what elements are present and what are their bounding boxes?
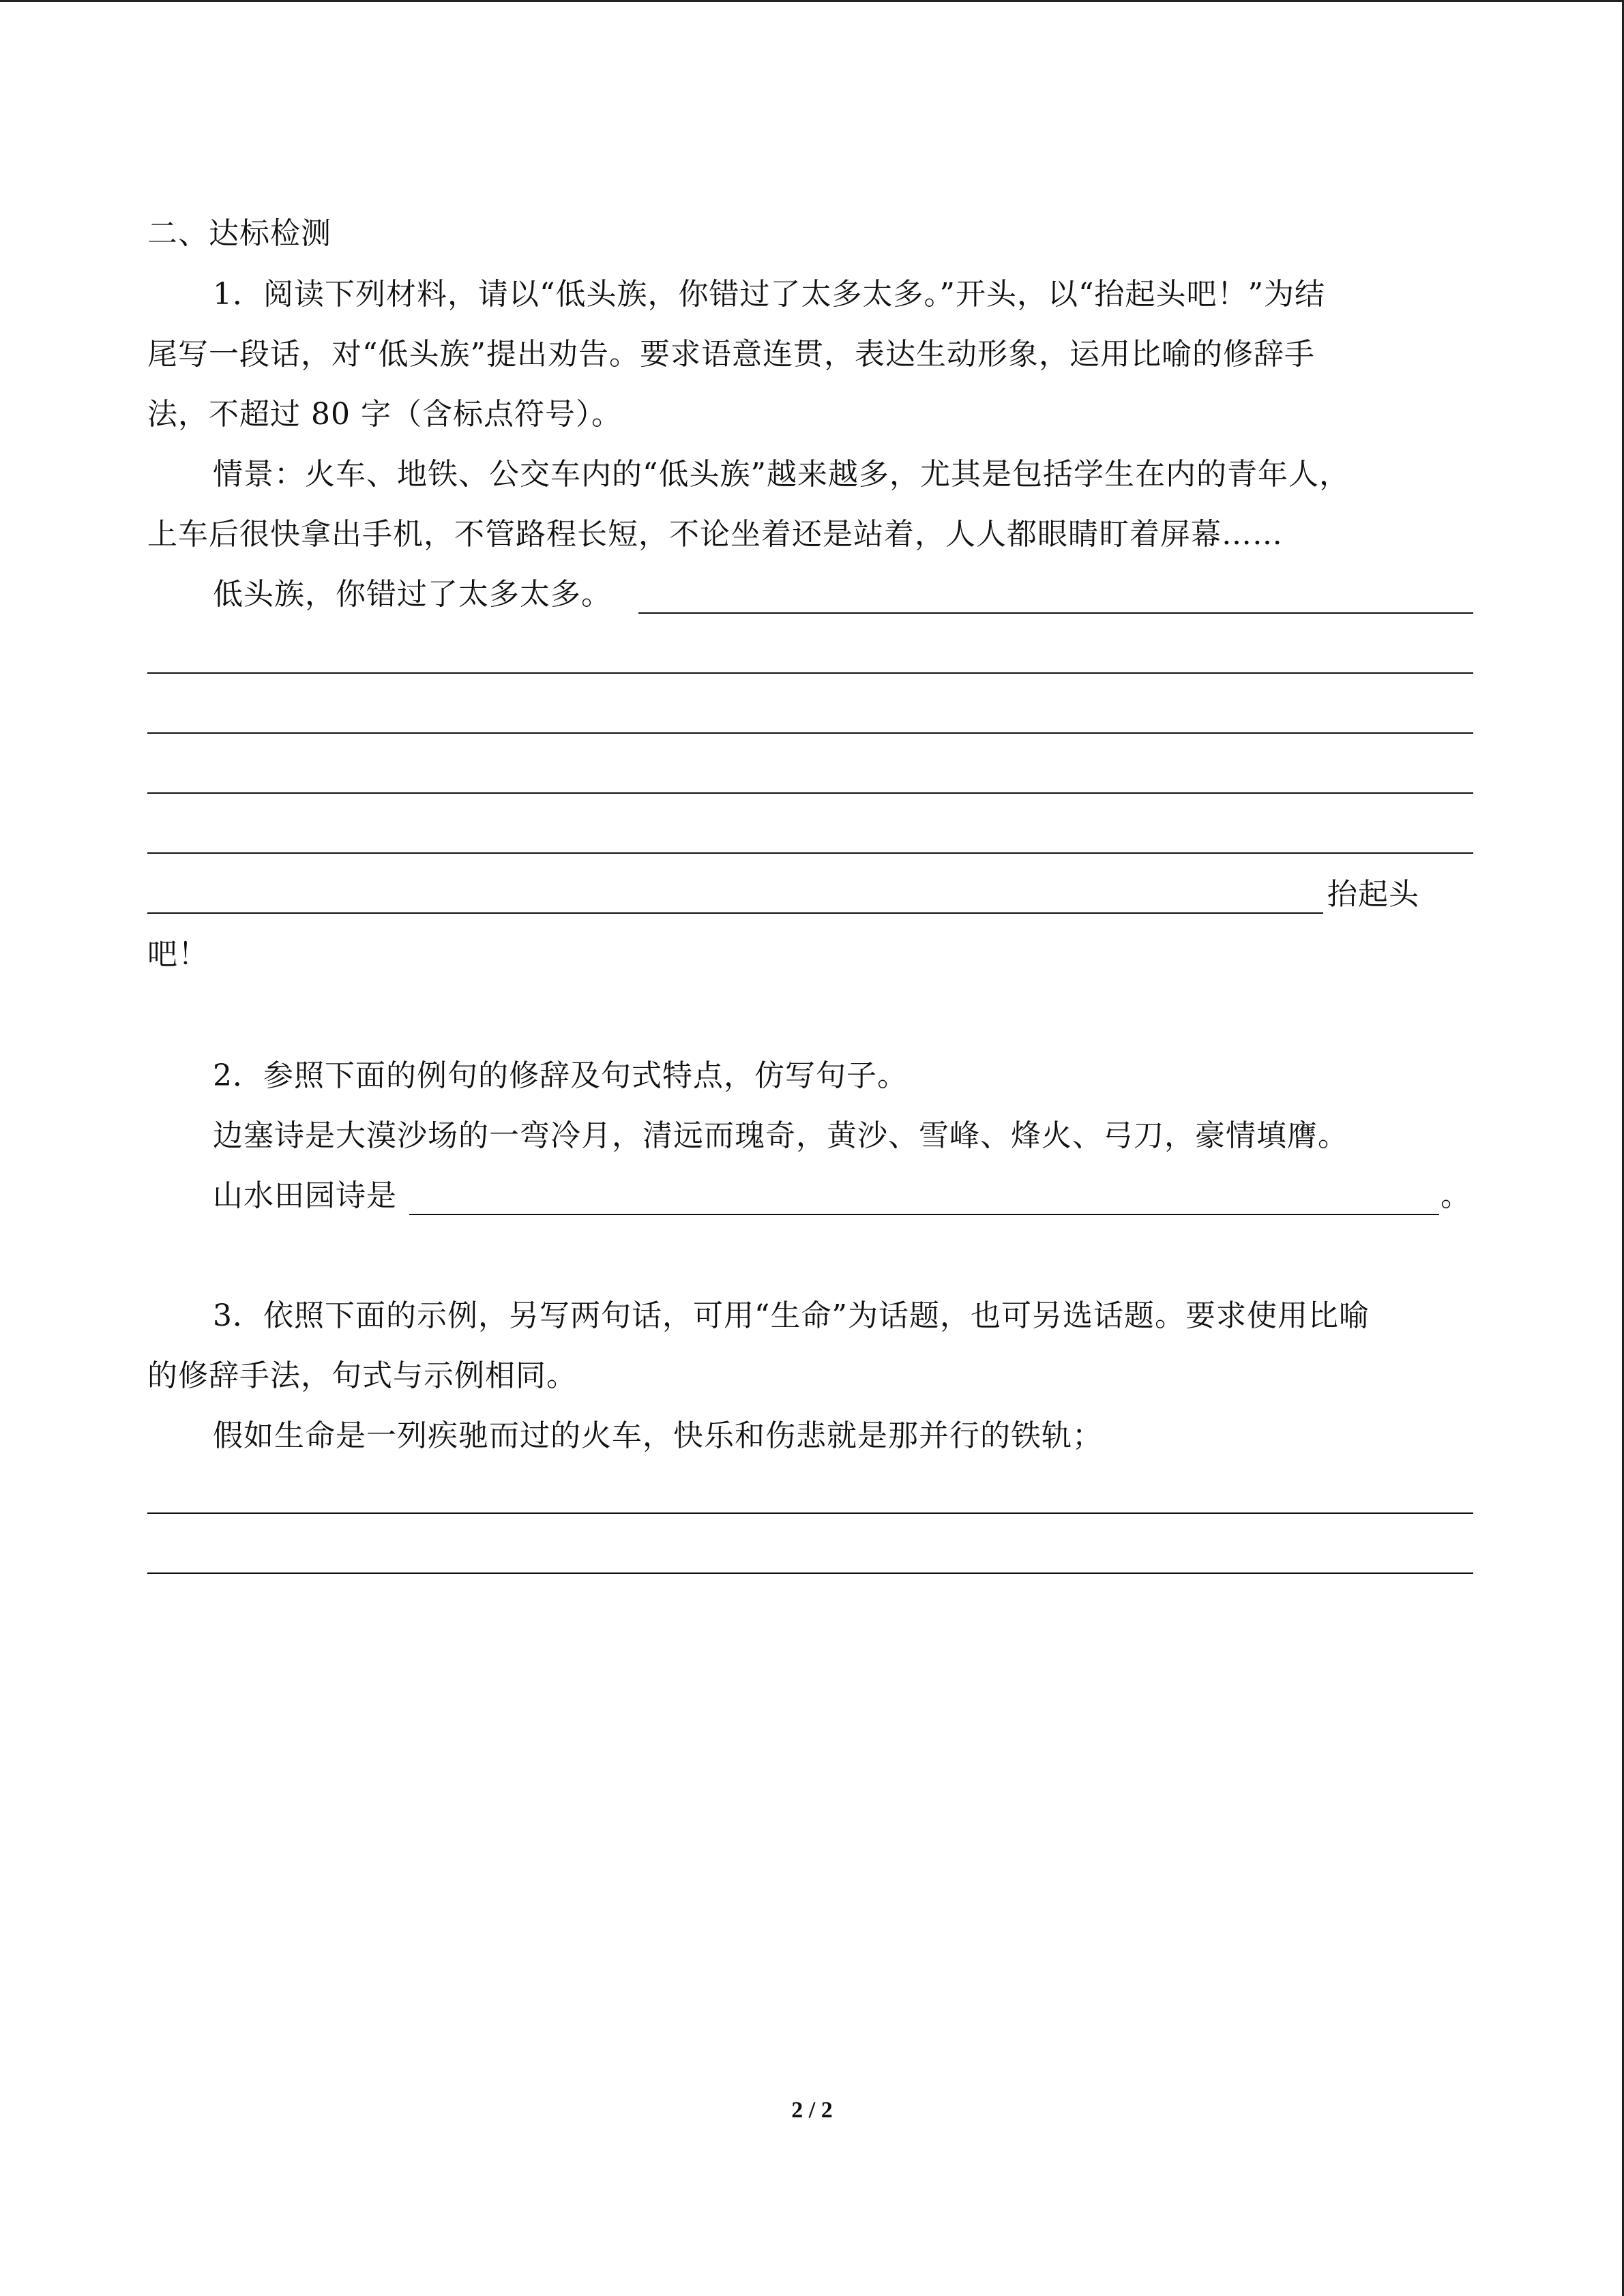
q3-prompt-line-2: 的修辞手法，句式与示例相同。 (147, 1358, 577, 1393)
q3-answer-line-2[interactable] (147, 1572, 1473, 1574)
q1-answer-end-part-2: 吧！ (147, 937, 209, 972)
q2-example: 边塞诗是大漠沙场的一弯冷月，清远而瑰奇，黄沙、雪峰、烽火、弓刀，豪情填膺。 (213, 1118, 1348, 1153)
q3-answer-line-1[interactable] (147, 1512, 1473, 1514)
q1-answer-start: 低头族，你错过了太多太多。 (213, 577, 612, 612)
q1-scene-line-1: 情景：火车、地铁、公交车内的“低头族”越来越多，尤其是包括学生在内的青年人， (213, 457, 1350, 492)
page-number: 2 / 2 (791, 2098, 833, 2123)
q3-example: 假如生命是一列疾驰而过的火车，快乐和伤悲就是那并行的铁轨； (213, 1418, 1103, 1453)
q1-prompt-line-2: 尾写一段话，对“低头族”提出劝告。要求语意连贯，表达生动形象，运用比喻的修辞手 (147, 337, 1315, 372)
q2-answer-line[interactable] (409, 1214, 1439, 1215)
q3-prompt-line-1: 3．依照下面的示例，另写两句话，可用“生命”为话题，也可另选话题。要求使用比喻 (213, 1298, 1370, 1333)
q1-answer-line-3[interactable] (147, 732, 1473, 734)
q1-scene-line-2: 上车后很快拿出手机，不管路程长短，不论坐着还是站着，人人都眼睛盯着屏幕…… (147, 517, 1283, 552)
section-title: 二、达标检测 (147, 216, 331, 251)
q1-prompt-line-1: 1．阅读下列材料，请以“低头族，你错过了太多太多。”开头，以“抬起头吧！”为结 (213, 277, 1325, 312)
q1-prompt-line-3: 法，不超过 80 字（含标点符号）。 (147, 397, 622, 432)
q1-answer-line-5[interactable] (147, 852, 1473, 854)
q1-answer-line-4[interactable] (147, 792, 1473, 794)
q1-answer-end-part-1: 抬起头 (1327, 877, 1419, 912)
q2-prompt-line-1: 2．参照下面的例句的修辞及句式特点，仿写句子。 (213, 1058, 908, 1093)
q2-answer-end: 。 (1441, 1178, 1471, 1213)
q1-answer-line-2[interactable] (147, 672, 1473, 674)
q1-answer-line-1[interactable] (638, 612, 1473, 614)
q2-answer-start: 山水田园诗是 (213, 1178, 397, 1213)
q1-answer-line-6[interactable] (147, 912, 1323, 914)
page-border-top (0, 0, 1624, 2)
